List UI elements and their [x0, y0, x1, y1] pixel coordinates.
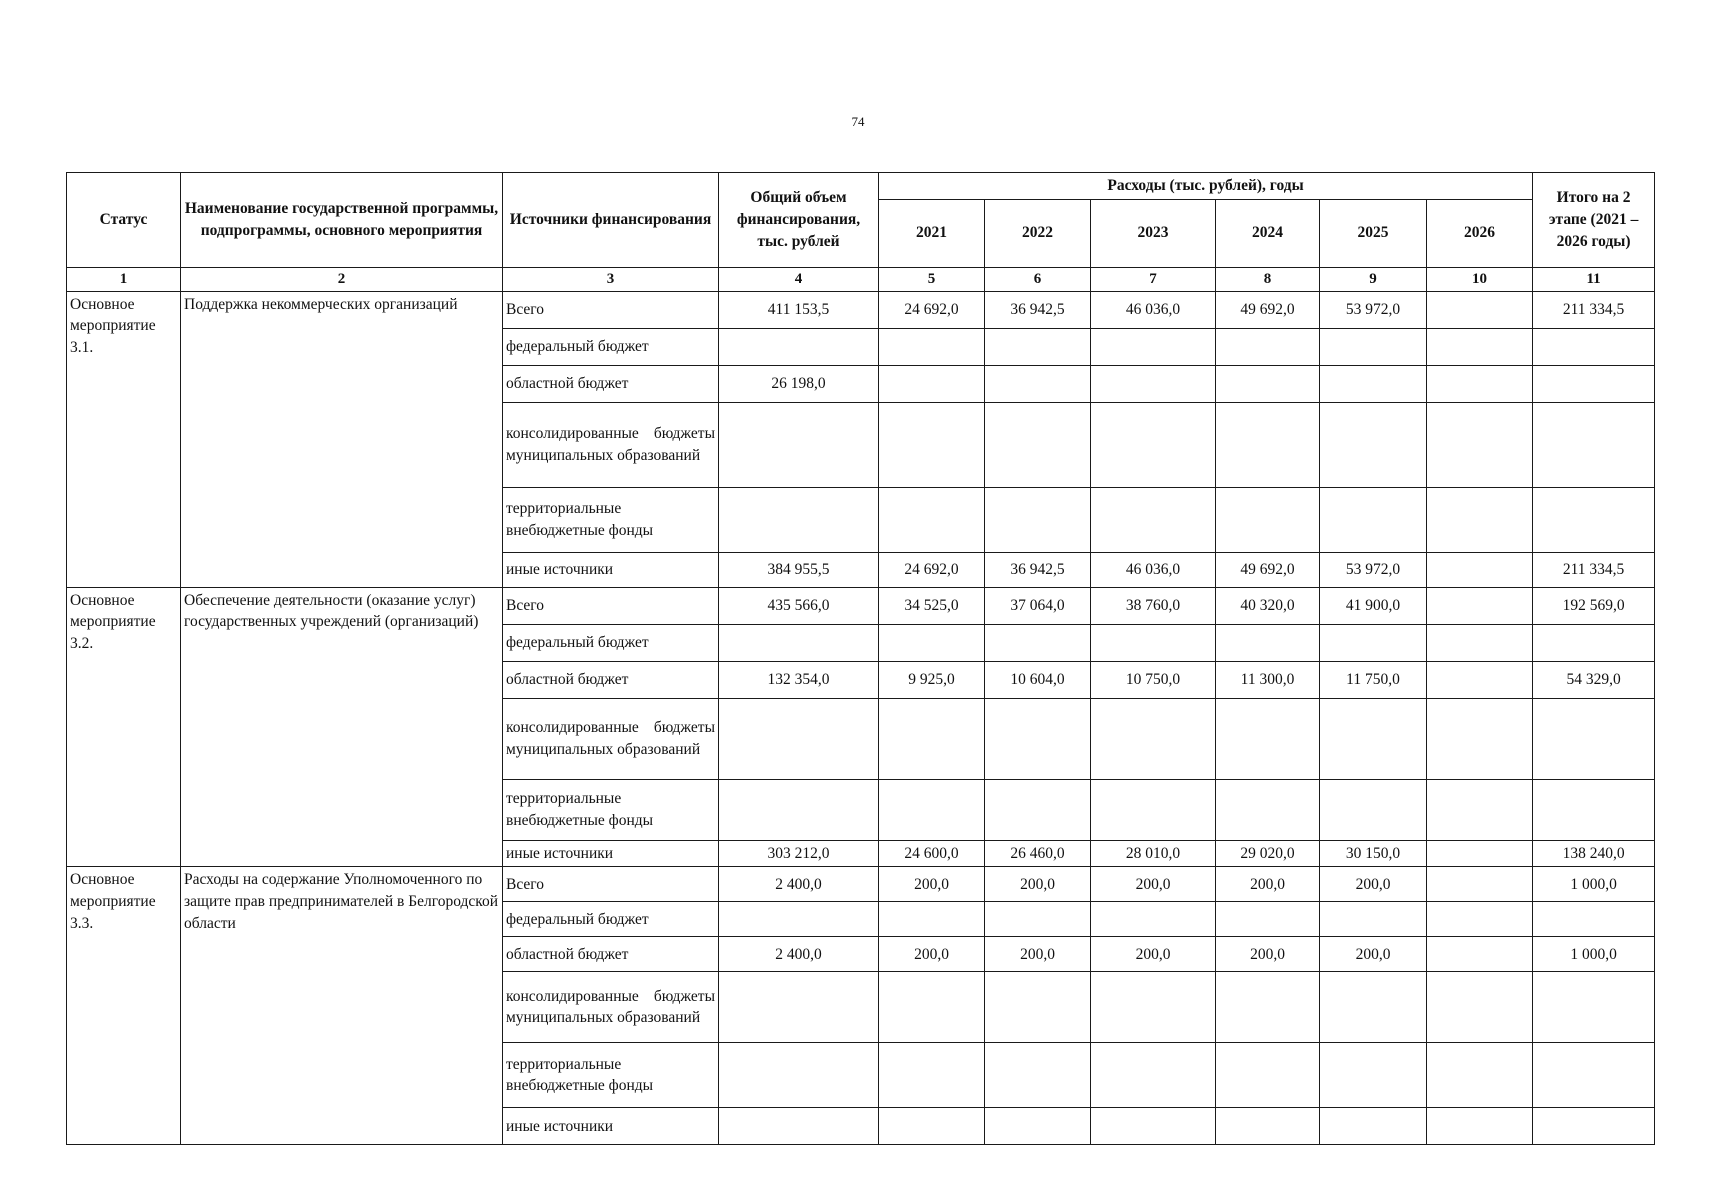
year-value	[1320, 902, 1427, 937]
year-value: 10 604,0	[985, 661, 1091, 698]
funding-source: иные источники	[503, 1108, 719, 1145]
year-value	[879, 365, 985, 402]
stage-total-value: 192 569,0	[1533, 587, 1655, 624]
total-value	[719, 698, 879, 779]
stage-total-value	[1533, 487, 1655, 552]
year-value	[1320, 698, 1427, 779]
header-total: Общий объем финансирования, тыс. рублей	[719, 173, 879, 268]
year-value	[1091, 1043, 1216, 1108]
header-year: 2022	[985, 199, 1091, 267]
year-value	[1427, 1043, 1533, 1108]
year-value	[985, 779, 1091, 840]
year-value: 9 925,0	[879, 661, 985, 698]
year-value	[1427, 779, 1533, 840]
year-value	[1427, 624, 1533, 661]
total-value: 303 212,0	[719, 840, 879, 867]
year-value	[985, 698, 1091, 779]
year-value	[1427, 487, 1533, 552]
stage-total-value	[1533, 1108, 1655, 1145]
year-value: 24 692,0	[879, 552, 985, 587]
year-value	[879, 1108, 985, 1145]
total-value	[719, 1108, 879, 1145]
stage-total-value	[1533, 902, 1655, 937]
funding-source: Всего	[503, 587, 719, 624]
year-value	[985, 624, 1091, 661]
year-value	[879, 402, 985, 487]
header-sources: Источники финансирования	[503, 173, 719, 268]
year-value	[879, 698, 985, 779]
total-value	[719, 1043, 879, 1108]
total-value	[719, 779, 879, 840]
year-value: 200,0	[1091, 867, 1216, 902]
year-value	[1091, 624, 1216, 661]
column-number: 5	[879, 267, 985, 291]
year-value	[1091, 365, 1216, 402]
year-value	[1216, 1108, 1320, 1145]
year-value	[879, 624, 985, 661]
activity-name: Расходы на содержание Уполномоченного по защите прав предпринимателей в Белгородской области	[181, 867, 503, 1145]
year-value: 36 942,5	[985, 291, 1091, 328]
year-value: 26 460,0	[985, 840, 1091, 867]
year-value: 11 750,0	[1320, 661, 1427, 698]
activity-status: Основное мероприятие 3.3.	[67, 867, 181, 1145]
column-number: 4	[719, 267, 879, 291]
year-value	[1427, 1108, 1533, 1145]
table-row	[67, 587, 1655, 624]
year-value	[1427, 972, 1533, 1043]
stage-total-value: 1 000,0	[1533, 937, 1655, 972]
column-number: 7	[1091, 267, 1216, 291]
funding-source: федеральный бюджет	[503, 902, 719, 937]
total-value: 2 400,0	[719, 867, 879, 902]
funding-source: территориальные внебюджетные фонды	[503, 779, 719, 840]
table-row	[67, 291, 1655, 328]
year-value: 41 900,0	[1320, 587, 1427, 624]
stage-total-value: 1 000,0	[1533, 867, 1655, 902]
year-value: 37 064,0	[985, 587, 1091, 624]
year-value	[1427, 365, 1533, 402]
year-value	[1320, 328, 1427, 365]
header-expenses: Расходы (тыс. рублей), годы	[879, 173, 1533, 200]
year-value: 200,0	[985, 937, 1091, 972]
total-value	[719, 328, 879, 365]
funding-source: консолидированные бюджеты муниципальных образований	[503, 402, 719, 487]
total-value: 2 400,0	[719, 937, 879, 972]
budget-table	[66, 172, 1655, 1145]
year-value	[1320, 624, 1427, 661]
column-number: 8	[1216, 267, 1320, 291]
total-value: 435 566,0	[719, 587, 879, 624]
activity-status: Основное мероприятие 3.2.	[67, 587, 181, 867]
year-value: 24 692,0	[879, 291, 985, 328]
year-value	[1427, 902, 1533, 937]
year-value	[1091, 779, 1216, 840]
total-value: 26 198,0	[719, 365, 879, 402]
stage-total-value	[1533, 1043, 1655, 1108]
year-value	[879, 902, 985, 937]
year-value	[1091, 972, 1216, 1043]
year-value	[1320, 972, 1427, 1043]
year-value	[1427, 661, 1533, 698]
activity-name: Обеспечение деятельности (оказание услуг) государственных учреждений (организаций)	[181, 587, 503, 867]
year-value: 53 972,0	[1320, 291, 1427, 328]
table-row	[67, 867, 1655, 902]
column-number: 1	[67, 267, 181, 291]
year-value: 49 692,0	[1216, 291, 1320, 328]
total-value	[719, 972, 879, 1043]
year-value: 38 760,0	[1091, 587, 1216, 624]
year-value: 10 750,0	[1091, 661, 1216, 698]
year-value: 34 525,0	[879, 587, 985, 624]
column-number: 3	[503, 267, 719, 291]
year-value	[1216, 1043, 1320, 1108]
stage-total-value	[1533, 402, 1655, 487]
column-number: 11	[1533, 267, 1655, 291]
year-value: 200,0	[1320, 937, 1427, 972]
funding-source: консолидированные бюджеты муниципальных образований	[503, 972, 719, 1043]
year-value	[1091, 402, 1216, 487]
year-value	[1091, 902, 1216, 937]
year-value: 49 692,0	[1216, 552, 1320, 587]
stage-total-value	[1533, 365, 1655, 402]
funding-source: иные источники	[503, 552, 719, 587]
header-year: 2021	[879, 199, 985, 267]
funding-source: областной бюджет	[503, 365, 719, 402]
year-value: 24 600,0	[879, 840, 985, 867]
table-body	[67, 291, 1655, 1145]
year-value	[985, 365, 1091, 402]
year-value	[1216, 328, 1320, 365]
year-value: 46 036,0	[1091, 291, 1216, 328]
stage-total-value	[1533, 624, 1655, 661]
funding-source: Всего	[503, 291, 719, 328]
year-value	[985, 402, 1091, 487]
stage-total-value	[1533, 328, 1655, 365]
year-value	[1091, 698, 1216, 779]
year-value	[1320, 1108, 1427, 1145]
year-value	[1091, 487, 1216, 552]
column-number: 2	[181, 267, 503, 291]
year-value: 53 972,0	[1320, 552, 1427, 587]
year-value	[1091, 1108, 1216, 1145]
header-name: Наименование государственной программы, подпрограммы, основного мероприятия	[181, 173, 503, 268]
stage-total-value: 211 334,5	[1533, 552, 1655, 587]
year-value	[1091, 328, 1216, 365]
year-value	[1216, 624, 1320, 661]
year-value	[985, 328, 1091, 365]
year-value	[879, 779, 985, 840]
year-value	[1427, 328, 1533, 365]
total-value: 384 955,5	[719, 552, 879, 587]
column-number: 6	[985, 267, 1091, 291]
year-value: 46 036,0	[1091, 552, 1216, 587]
funding-source: иные источники	[503, 840, 719, 867]
header-year: 2026	[1427, 199, 1533, 267]
page-number: 74	[851, 114, 865, 129]
year-value: 200,0	[879, 937, 985, 972]
year-value	[1427, 587, 1533, 624]
stage-total-value	[1533, 698, 1655, 779]
year-value: 40 320,0	[1216, 587, 1320, 624]
stage-total-value: 138 240,0	[1533, 840, 1655, 867]
stage-total-value: 54 329,0	[1533, 661, 1655, 698]
header-year: 2023	[1091, 199, 1216, 267]
year-value	[985, 972, 1091, 1043]
total-value	[719, 902, 879, 937]
year-value	[1320, 487, 1427, 552]
stage-total-value: 211 334,5	[1533, 291, 1655, 328]
year-value	[985, 1043, 1091, 1108]
year-value: 11 300,0	[1216, 661, 1320, 698]
year-value	[985, 487, 1091, 552]
year-value: 30 150,0	[1320, 840, 1427, 867]
year-value: 36 942,5	[985, 552, 1091, 587]
year-value	[1427, 291, 1533, 328]
year-value: 200,0	[1216, 867, 1320, 902]
year-value	[879, 328, 985, 365]
year-value	[1216, 902, 1320, 937]
year-value	[1427, 402, 1533, 487]
header-year: 2024	[1216, 199, 1320, 267]
year-value	[1427, 552, 1533, 587]
funding-source: Всего	[503, 867, 719, 902]
total-value: 132 354,0	[719, 661, 879, 698]
year-value	[1427, 698, 1533, 779]
total-value	[719, 487, 879, 552]
activity-name: Поддержка некоммерческих организаций	[181, 291, 503, 587]
year-value: 200,0	[985, 867, 1091, 902]
year-value: 200,0	[1320, 867, 1427, 902]
year-value	[1427, 840, 1533, 867]
year-value	[1216, 698, 1320, 779]
funding-source: областной бюджет	[503, 661, 719, 698]
year-value	[1320, 1043, 1427, 1108]
year-value: 28 010,0	[1091, 840, 1216, 867]
year-value: 200,0	[879, 867, 985, 902]
funding-source: федеральный бюджет	[503, 328, 719, 365]
year-value: 200,0	[1216, 937, 1320, 972]
year-value	[1216, 402, 1320, 487]
total-value: 411 153,5	[719, 291, 879, 328]
header-status: Статус	[67, 173, 181, 268]
funding-source: территориальные внебюджетные фонды	[503, 1043, 719, 1108]
year-value	[879, 487, 985, 552]
year-value	[1427, 867, 1533, 902]
year-value: 29 020,0	[1216, 840, 1320, 867]
column-number: 10	[1427, 267, 1533, 291]
funding-source: территориальные внебюджетные фонды	[503, 487, 719, 552]
year-value	[1216, 972, 1320, 1043]
header-stage-total: Итого на 2 этапе (2021 – 2026 годы)	[1533, 173, 1655, 268]
year-value	[879, 1043, 985, 1108]
header-year: 2025	[1320, 199, 1427, 267]
funding-source: консолидированные бюджеты муниципальных образований	[503, 698, 719, 779]
year-value	[1320, 365, 1427, 402]
funding-source: федеральный бюджет	[503, 624, 719, 661]
total-value	[719, 624, 879, 661]
year-value	[1216, 365, 1320, 402]
total-value	[719, 402, 879, 487]
stage-total-value	[1533, 779, 1655, 840]
year-value	[985, 1108, 1091, 1145]
year-value	[879, 972, 985, 1043]
year-value	[1427, 937, 1533, 972]
year-value	[1216, 487, 1320, 552]
year-value	[985, 902, 1091, 937]
activity-status: Основное мероприятие 3.1.	[67, 291, 181, 587]
year-value	[1320, 779, 1427, 840]
stage-total-value	[1533, 972, 1655, 1043]
year-value	[1216, 779, 1320, 840]
year-value: 200,0	[1091, 937, 1216, 972]
column-number: 9	[1320, 267, 1427, 291]
funding-source: областной бюджет	[503, 937, 719, 972]
year-value	[1320, 402, 1427, 487]
